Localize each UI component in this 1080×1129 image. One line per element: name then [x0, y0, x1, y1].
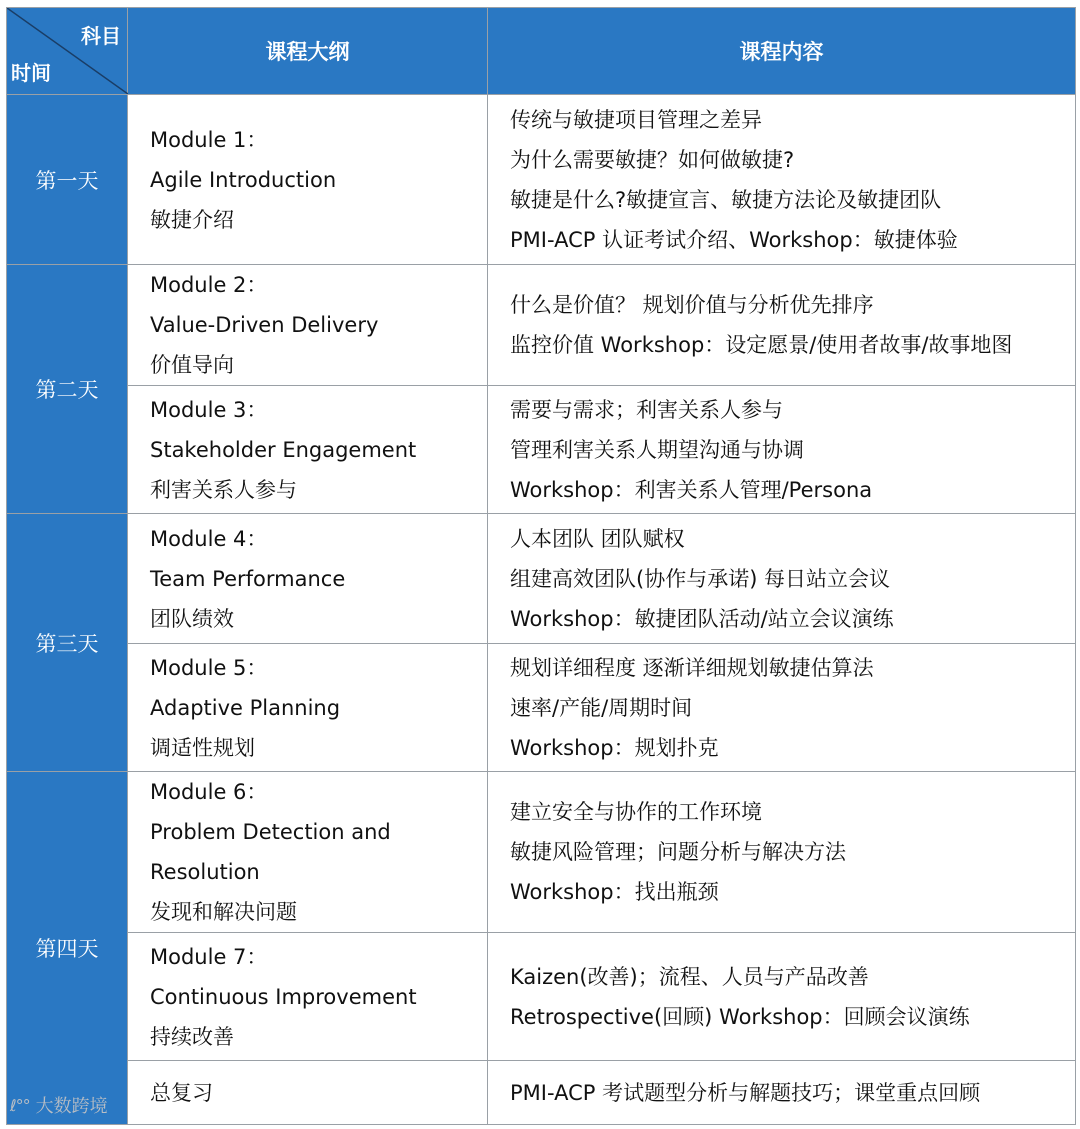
table-row [7, 1061, 1076, 1125]
header-row [7, 8, 1076, 95]
content-cell [488, 95, 1076, 265]
content-line: 组建高效团队(协作与承诺) 每日站立会议 [510, 566, 891, 591]
module-number: Module 6： [150, 780, 268, 804]
table-row [7, 772, 1076, 933]
table-row [7, 265, 1076, 386]
content-line: Kaizen(改善)；流程、人员与产品改善 [510, 964, 869, 989]
module-title-zh: 持续改善 [150, 1024, 234, 1049]
module-title-zh: 团队绩效 [150, 606, 234, 631]
module-number: Module 5： [150, 655, 268, 680]
content-cell [488, 1061, 1076, 1125]
module-title-en: Agile Introduction [150, 167, 337, 192]
content-line: 敏捷风险管理；问题分析与解决方法 [510, 840, 846, 864]
module-number: Module 7： [150, 944, 268, 969]
column-header-content: 课程内容 [488, 8, 1076, 95]
content-line: 人本团队 团队赋权 [510, 526, 685, 551]
module-cell [128, 772, 488, 933]
logo-icon: ℓ°° [10, 1095, 30, 1115]
module-cell [128, 265, 488, 386]
module-title-zh: 调适性规划 [150, 735, 255, 760]
content-line: Retrospective(回顾) Workshop：回顾会议演练 [510, 1004, 970, 1029]
module-cell-review [128, 1061, 488, 1125]
module-title-zh: 发现和解决问题 [150, 900, 297, 924]
content-line: Workshop：利害关系人管理/Persona [510, 477, 873, 502]
table-row [7, 514, 1076, 644]
module-cell [128, 933, 488, 1061]
content-cell [488, 265, 1076, 386]
module-title-en: Value-Driven Delivery [150, 313, 379, 337]
module-number: Module 1： [150, 127, 268, 152]
content-line: 什么是价值？ 规划价值与分析优先排序 [510, 293, 874, 317]
module-number: Module 3： [150, 397, 268, 422]
day-label-1: 第一天 [7, 95, 128, 265]
module-number: Module 4： [150, 526, 268, 551]
table-row [7, 386, 1076, 514]
content-cell [488, 933, 1076, 1061]
content-line: 管理利害关系人期望沟通与协调 [510, 437, 804, 462]
day-label-2: 第二天 [7, 265, 128, 514]
content-cell [488, 772, 1076, 933]
module-title-en-2: Resolution [150, 860, 260, 884]
corner-subject-label: 科目 [81, 24, 121, 48]
watermark-logo [10, 1092, 108, 1118]
column-header-outline: 课程大纲 [128, 8, 488, 95]
content-cell [488, 514, 1076, 644]
content-line: 建立安全与协作的工作环境 [510, 800, 762, 824]
content-line: Workshop：找出瓶颈 [510, 880, 719, 904]
content-cell [488, 644, 1076, 772]
content-line: PMI-ACP 认证考试介绍、Workshop：敏捷体验 [510, 227, 958, 252]
module-number: Module 2： [150, 273, 268, 297]
module-title-zh: 利害关系人参与 [150, 477, 297, 502]
content-line: 为什么需要敏捷？如何做敏捷? [510, 147, 795, 172]
content-line: 监控价值 Workshop：设定愿景/使用者故事/故事地图 [510, 333, 1013, 357]
module-title-en: Problem Detection and [150, 820, 391, 844]
content-line: Workshop：规划扑克 [510, 735, 719, 760]
table-row [7, 644, 1076, 772]
day-label-3: 第三天 [7, 514, 128, 772]
module-title-zh: 总复习 [150, 1080, 213, 1105]
module-cell [128, 386, 488, 514]
logo-text: 大数跨境 [35, 1096, 108, 1117]
content-line: PMI-ACP 考试题型分析与解题技巧；课堂重点回顾 [510, 1080, 981, 1105]
module-cell [128, 95, 488, 265]
content-cell [488, 386, 1076, 514]
content-line: 规划详细程度 逐渐详细规划敏捷估算法 [510, 655, 874, 680]
course-schedule-table [6, 7, 1076, 1125]
table-row [7, 933, 1076, 1061]
module-title-en: Continuous Improvement [150, 984, 417, 1009]
corner-header-cell [7, 8, 128, 95]
content-line: 敏捷是什么?敏捷宣言、敏捷方法论及敏捷团队 [510, 187, 942, 212]
table-row [7, 95, 1076, 265]
module-title-en: Stakeholder Engagement [150, 437, 417, 462]
content-line: Workshop：敏捷团队活动/站立会议演练 [510, 606, 894, 631]
module-title-en: Adaptive Planning [150, 695, 341, 720]
content-line: 传统与敏捷项目管理之差异 [510, 107, 762, 132]
content-line: 需要与需求；利害关系人参与 [510, 397, 783, 422]
module-title-en: Team Performance [150, 566, 346, 591]
module-title-zh: 敏捷介绍 [150, 207, 234, 232]
day-label-4: 第四天 [7, 772, 128, 1125]
corner-time-label: 时间 [11, 61, 51, 85]
content-line: 速率/产能/周期时间 [510, 695, 693, 720]
module-cell [128, 644, 488, 772]
module-cell [128, 514, 488, 644]
module-title-zh: 价值导向 [150, 353, 234, 377]
